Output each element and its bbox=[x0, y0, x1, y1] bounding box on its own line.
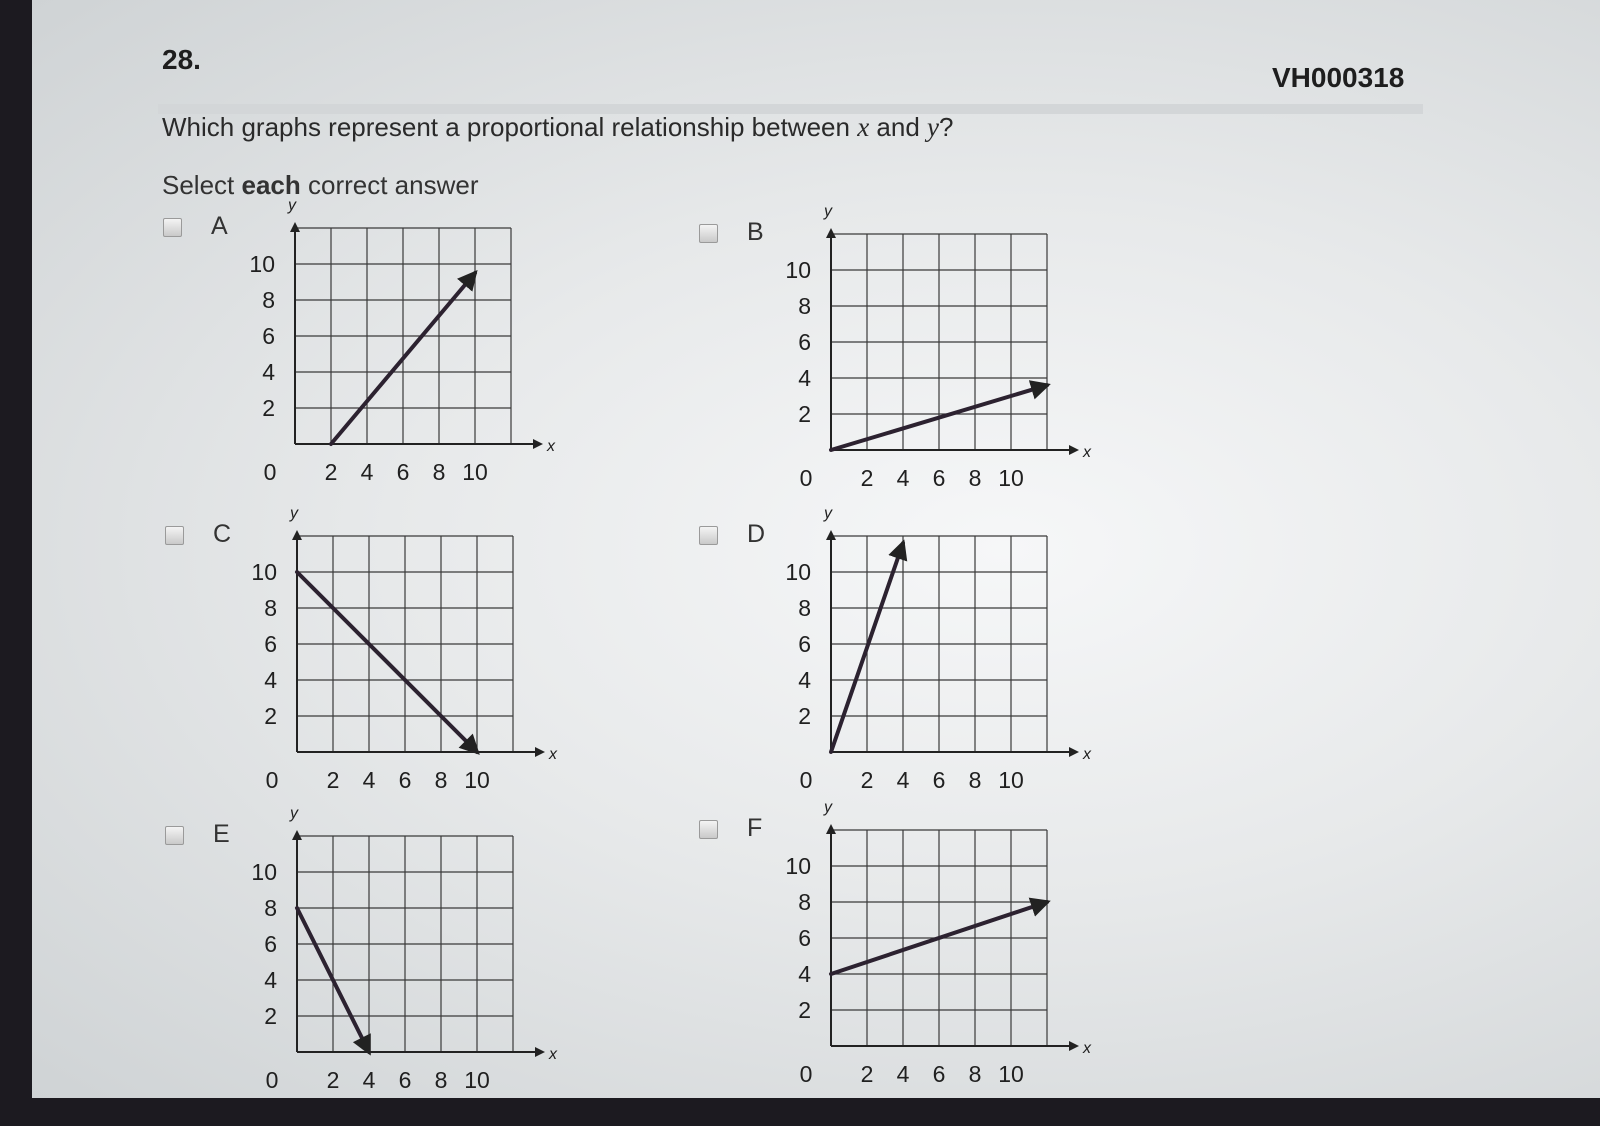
instruction-part: correct answer bbox=[300, 170, 479, 200]
y-tick-label: 6 bbox=[798, 925, 811, 951]
x-tick-label: 2 bbox=[860, 465, 874, 491]
x-axis-label: x bbox=[1083, 1040, 1091, 1057]
option-a-label: A bbox=[211, 212, 228, 240]
question-screen bbox=[32, 0, 1600, 1098]
variable-x: x bbox=[857, 112, 870, 142]
y-axis-label: y bbox=[824, 505, 832, 522]
question-text-part: and bbox=[869, 112, 927, 142]
x-axis-label: x bbox=[1083, 746, 1091, 763]
x-tick-label: 8 bbox=[434, 1067, 448, 1093]
option-b-graph bbox=[771, 203, 1091, 510]
option-a-checkbox[interactable] bbox=[163, 218, 182, 237]
y-axis-label: y bbox=[824, 799, 832, 816]
x-axis-label: x bbox=[549, 746, 557, 763]
x-tick-label: 6 bbox=[932, 1061, 946, 1087]
x-tick-label: 10 bbox=[464, 767, 490, 793]
question-text-part: ? bbox=[938, 112, 954, 142]
y-tick-label: 10 bbox=[785, 559, 811, 585]
origin-label: 0 bbox=[799, 767, 813, 793]
x-tick-label: 2 bbox=[324, 459, 338, 485]
option-a-graph bbox=[235, 197, 555, 504]
x-tick-label: 6 bbox=[396, 459, 410, 485]
x-tick-label: 2 bbox=[326, 1067, 340, 1093]
origin-label: 0 bbox=[263, 459, 277, 485]
x-tick-label: 8 bbox=[968, 465, 982, 491]
y-axis-label: y bbox=[290, 805, 298, 822]
y-tick-label: 10 bbox=[251, 859, 277, 885]
y-tick-label: 8 bbox=[264, 895, 277, 921]
y-tick-label: 2 bbox=[262, 395, 275, 421]
x-tick-label: 2 bbox=[860, 767, 874, 793]
x-axis-label: x bbox=[549, 1046, 557, 1063]
question-id: VH000318 bbox=[1272, 62, 1405, 93]
y-tick-label: 2 bbox=[798, 401, 811, 427]
x-tick-label: 10 bbox=[462, 459, 488, 485]
y-tick-label: 4 bbox=[264, 667, 277, 693]
x-tick-label: 8 bbox=[968, 767, 982, 793]
option-f[interactable] bbox=[699, 799, 1091, 1120]
y-tick-label: 10 bbox=[249, 251, 275, 277]
option-e-label: E bbox=[213, 820, 230, 848]
y-tick-label: 8 bbox=[262, 287, 275, 313]
y-axis-label: y bbox=[290, 505, 298, 522]
y-tick-label: 10 bbox=[251, 559, 277, 585]
x-tick-label: 8 bbox=[432, 459, 446, 485]
option-f-label: F bbox=[747, 814, 763, 842]
y-tick-label: 2 bbox=[798, 703, 811, 729]
x-tick-label: 4 bbox=[362, 1067, 376, 1093]
y-tick-label: 2 bbox=[264, 1003, 277, 1029]
option-b[interactable] bbox=[699, 203, 1091, 524]
instruction-text bbox=[162, 170, 479, 201]
y-tick-label: 4 bbox=[798, 961, 811, 987]
x-tick-label: 4 bbox=[362, 767, 376, 793]
x-tick-label: 4 bbox=[896, 767, 910, 793]
x-tick-label: 6 bbox=[932, 767, 946, 793]
y-tick-label: 6 bbox=[798, 329, 811, 355]
option-c-graph bbox=[237, 505, 557, 812]
y-tick-label: 10 bbox=[785, 853, 811, 879]
instruction-part: Select bbox=[162, 170, 242, 200]
option-c-checkbox[interactable] bbox=[165, 526, 184, 545]
option-d-label: D bbox=[747, 520, 766, 548]
x-tick-label: 8 bbox=[434, 767, 448, 793]
origin-label: 0 bbox=[265, 767, 279, 793]
x-tick-label: 4 bbox=[896, 1061, 910, 1087]
option-e-checkbox[interactable] bbox=[165, 826, 184, 845]
y-tick-label: 4 bbox=[262, 359, 275, 385]
origin-label: 0 bbox=[265, 1067, 279, 1093]
option-e-graph bbox=[237, 805, 557, 1112]
y-tick-label: 4 bbox=[264, 967, 277, 993]
x-tick-label: 4 bbox=[360, 459, 374, 485]
y-tick-label: 6 bbox=[798, 631, 811, 657]
option-d-checkbox[interactable] bbox=[699, 526, 718, 545]
option-d[interactable] bbox=[699, 505, 1091, 826]
y-tick-label: 4 bbox=[798, 365, 811, 391]
option-f-checkbox[interactable] bbox=[699, 820, 718, 839]
option-f-graph bbox=[771, 799, 1091, 1106]
y-axis-label: y bbox=[824, 203, 832, 220]
x-tick-label: 8 bbox=[968, 1061, 982, 1087]
option-d-graph bbox=[771, 505, 1091, 812]
origin-label: 0 bbox=[799, 1061, 813, 1087]
x-tick-label: 6 bbox=[398, 767, 412, 793]
y-tick-label: 6 bbox=[262, 323, 275, 349]
x-axis-label: x bbox=[547, 438, 555, 455]
y-tick-label: 8 bbox=[798, 293, 811, 319]
y-tick-label: 4 bbox=[798, 667, 811, 693]
x-tick-label: 2 bbox=[860, 1061, 874, 1087]
option-c[interactable] bbox=[165, 505, 557, 826]
x-tick-label: 10 bbox=[998, 465, 1024, 491]
option-e[interactable] bbox=[165, 805, 557, 1126]
x-tick-label: 10 bbox=[998, 1061, 1024, 1087]
option-c-label: C bbox=[213, 520, 232, 548]
x-tick-label: 10 bbox=[998, 767, 1024, 793]
instruction-bold: each bbox=[241, 170, 301, 200]
x-tick-label: 6 bbox=[932, 465, 946, 491]
x-tick-label: 4 bbox=[896, 465, 910, 491]
x-axis-label: x bbox=[1083, 444, 1091, 461]
question-number: 28. bbox=[162, 44, 201, 75]
y-tick-label: 2 bbox=[264, 703, 277, 729]
y-tick-label: 8 bbox=[798, 889, 811, 915]
y-tick-label: 8 bbox=[798, 595, 811, 621]
origin-label: 0 bbox=[799, 465, 813, 491]
y-tick-label: 6 bbox=[264, 631, 277, 657]
question-text-part: Which graphs represent a proportional relationship between bbox=[162, 112, 858, 142]
x-tick-label: 10 bbox=[464, 1067, 490, 1093]
option-b-checkbox[interactable] bbox=[699, 224, 718, 243]
x-tick-label: 6 bbox=[398, 1067, 412, 1093]
y-tick-label: 8 bbox=[264, 595, 277, 621]
data-line bbox=[297, 572, 477, 752]
y-tick-label: 10 bbox=[785, 257, 811, 283]
option-a[interactable] bbox=[163, 197, 555, 518]
y-tick-label: 2 bbox=[798, 997, 811, 1023]
x-tick-label: 2 bbox=[326, 767, 340, 793]
y-tick-label: 6 bbox=[264, 931, 277, 957]
y-axis-label: y bbox=[288, 197, 296, 214]
question-text bbox=[162, 112, 953, 143]
variable-y: y bbox=[927, 112, 939, 142]
option-b-label: B bbox=[747, 218, 764, 246]
